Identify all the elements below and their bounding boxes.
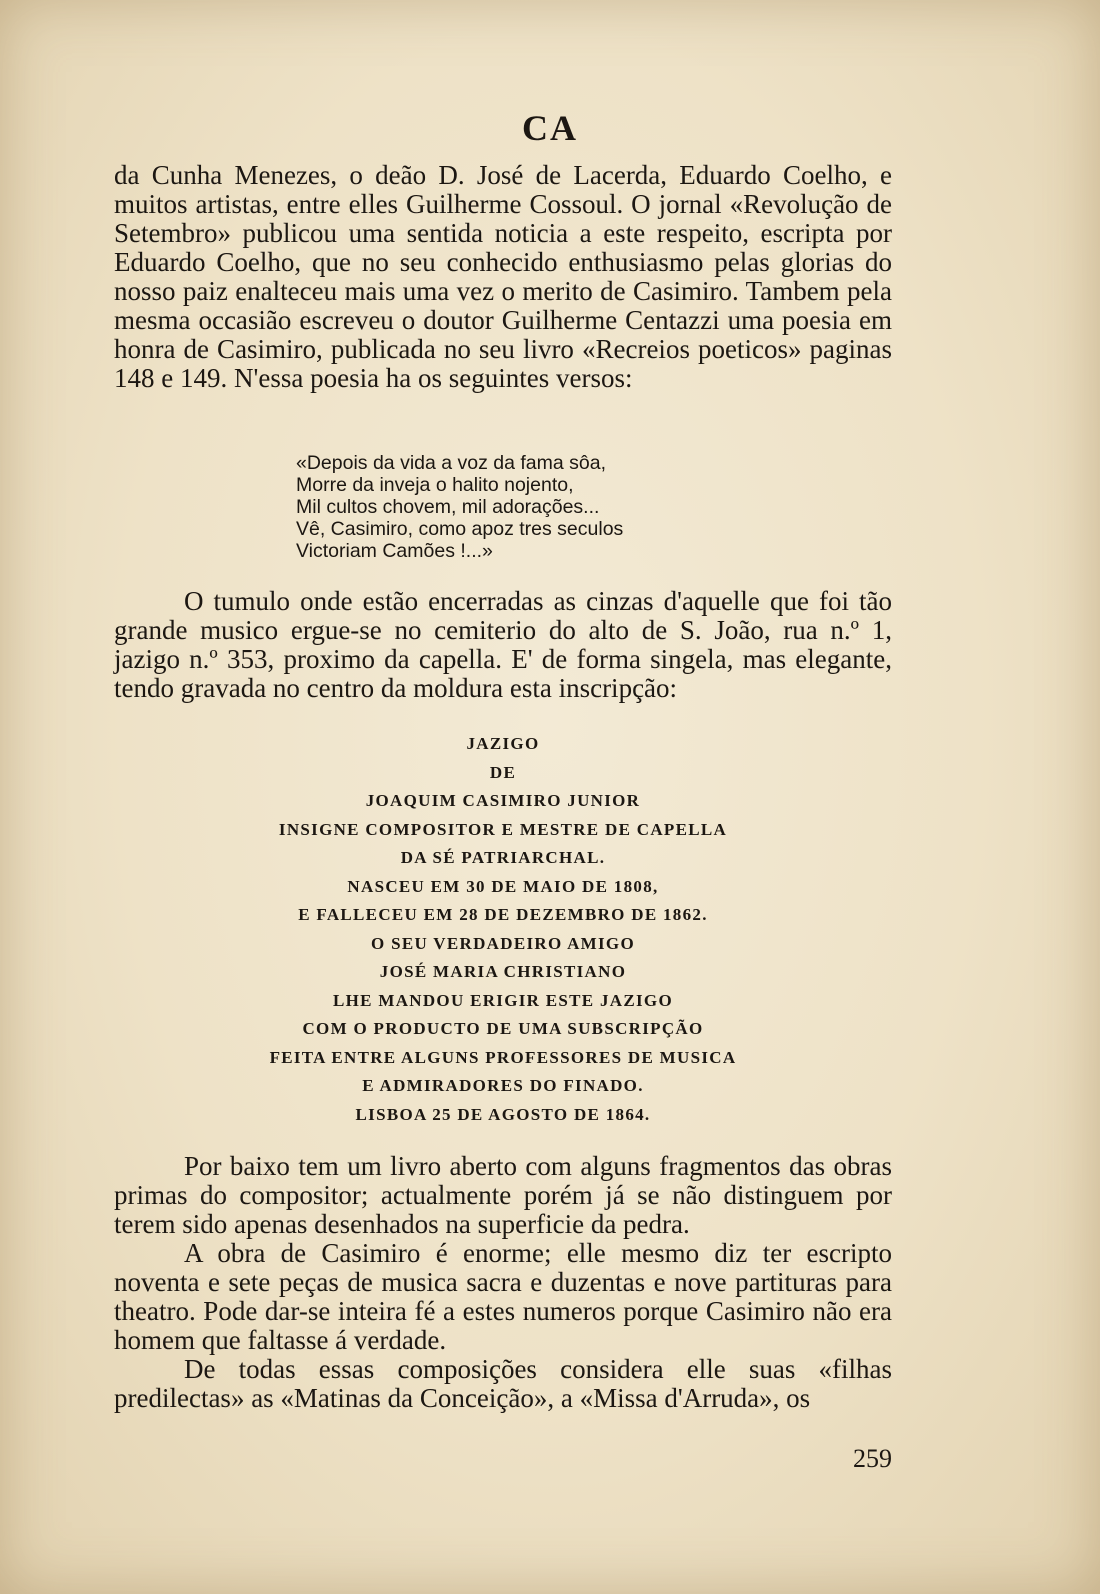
quoted-poem	[296, 452, 736, 562]
inscription-line: INSIGNE COMPOSITOR E MESTRE DE CAPELLA	[278, 819, 728, 839]
paragraph-text: De todas essas composições considera elle suas «filhas predilectas» as «Matinas da Conceição», a «Missa d'Arruda», os	[114, 1354, 892, 1413]
poem-line: «Depois da vida a voz da fama sôa,	[296, 452, 607, 474]
poem-line: Mil cultos chovem, mil adorações...	[296, 496, 600, 518]
tomb-inscription	[114, 730, 892, 1129]
paragraph-text: O tumulo onde estão encerradas as cinzas d'aquelle que foi tão grande musico ergue-se no cemiterio do alto de S. João, rua n.º 1, jazigo n.º 353, proximo da capella. E' de forma singela, mas elegante, tendo gravada no centro da moldura esta inscripção:	[114, 586, 892, 703]
inscription-line: E FALLECEU EM 28 DE DEZEMBRO DE 1862.	[298, 905, 708, 924]
page-number: 259	[853, 1444, 892, 1473]
poem-line: Morre da inveja o halito nojento,	[296, 474, 574, 496]
inscription-line: LHE MANDOU ERIGIR ESTE JAZIGO	[333, 990, 673, 1010]
poem-line: Vê, Casimiro, como apoz tres seculos	[296, 518, 624, 540]
paragraph-continuation	[114, 161, 892, 393]
inscription-line: LISBOA 25 DE AGOSTO DE 1864.	[355, 1104, 651, 1124]
inscription-line: E ADMIRADORES DO FINADO.	[362, 1076, 644, 1095]
inscription-line: DA SÉ PATRIARCHAL.	[400, 848, 606, 867]
inscription-line: JAZIGO	[466, 734, 540, 753]
inscription-line: DE	[489, 762, 517, 782]
inscription-line: COM O PRODUCTO DE UMA SUBSCRIPÇÃO	[302, 1019, 704, 1038]
inscription-line: NASCEU EM 30 DE MAIO DE 1808,	[347, 876, 659, 896]
poem-line: Victoriam Camões !...»	[296, 540, 493, 562]
inscription-line: O SEU VERDADEIRO AMIGO	[371, 933, 635, 953]
paragraph-text: A obra de Casimiro é enorme; elle mesmo diz ter escripto noventa e sete peças de musica sacra e duzentas e nove partituras para theatro. Pode dar-se inteira fé a estes numeros porque Casimiro não era homem que faltasse á verdade.	[114, 1238, 892, 1355]
paragraph-text: da Cunha Menezes, o deão D. José de Lacerda, Eduardo Coelho, e muitos artistas, entre elles Guilherme Cossoul. O jornal «Revolução de Setembro» publicou uma sentida noticia a este respeito, escripta por Eduardo Coelho, que no seu conhecido enthusiasmo pelas glorias do nosso paiz enalteceu mais uma vez o merito de Casimiro. Tambem pela mesma occasião escreveu o doutor Guilherme Centazzi uma poesia em honra de Casimiro, publicada no seu livro «Recreios poeticos» paginas 148 e 149. N'essa poesia ha os seguintes versos:	[114, 160, 892, 393]
closing-paragraphs	[114, 1152, 892, 1413]
paragraph-tomb	[114, 587, 892, 703]
running-head: CA	[522, 108, 578, 148]
paragraph-text: Por baixo tem um livro aberto com alguns fragmentos das obras primas do compositor; actualmente porém já se não distinguem por terem sido apenas desenhados na superficie da pedra.	[114, 1151, 892, 1239]
inscription-line: JOAQUIM CASIMIRO JUNIOR	[365, 791, 641, 810]
inscription-line: FEITA ENTRE ALGUNS PROFESSORES DE MUSICA	[269, 1047, 737, 1067]
inscription-line: JOSÉ MARIA CHRISTIANO	[379, 962, 627, 981]
